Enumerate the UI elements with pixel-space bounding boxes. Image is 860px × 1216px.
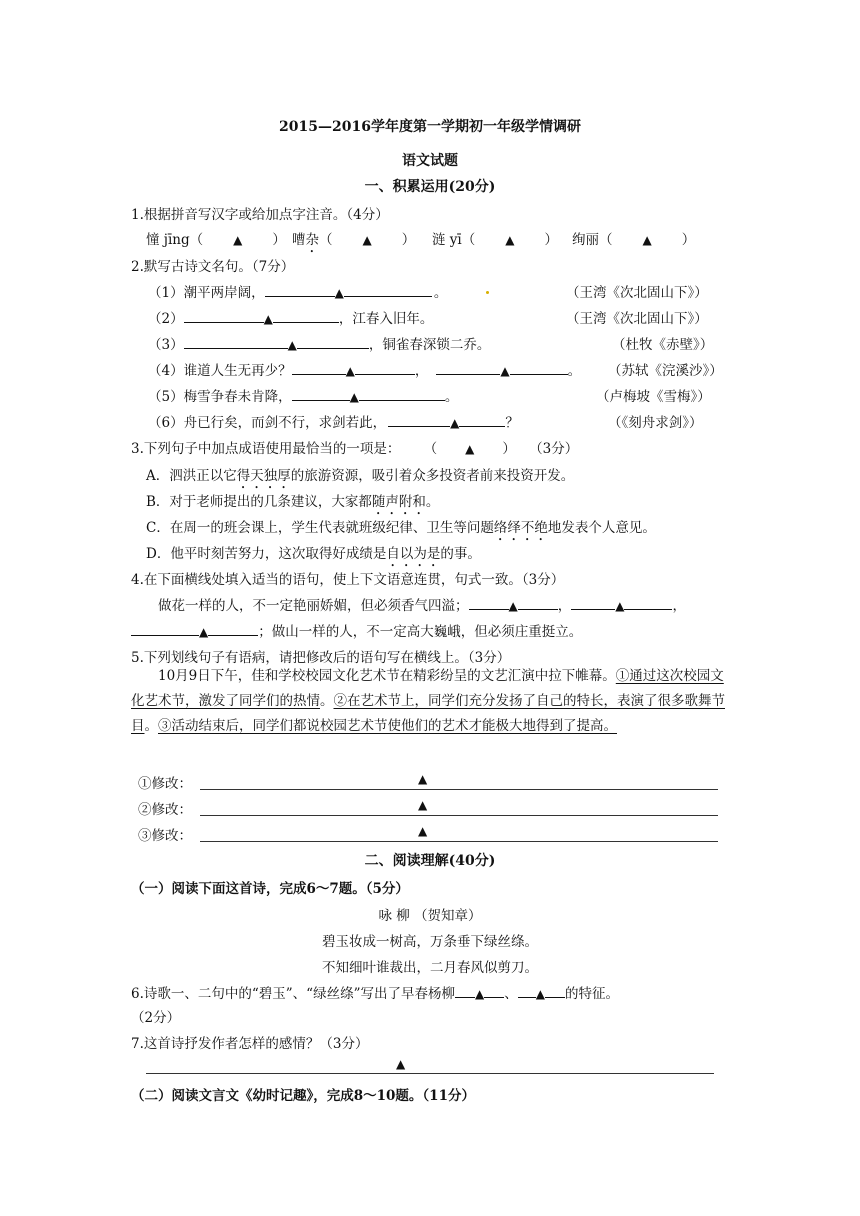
answer-blank[interactable] bbox=[359, 386, 445, 401]
answer-blank[interactable] bbox=[292, 386, 350, 401]
section1-heading: 一、积累运用(20分) bbox=[364, 179, 496, 195]
answer-marker: ▲ bbox=[475, 987, 485, 1001]
answer-marker: ▲ bbox=[263, 312, 273, 326]
q2-line-3 bbox=[148, 333, 490, 353]
q6-text: 6.诗歌一、二句中的“碧玉”、“绿丝绦”写出了早春杨柳 bbox=[131, 986, 455, 1002]
answer-blank[interactable] bbox=[624, 595, 672, 610]
poem-line-2: 不知细叶谁裁出，二月春风似剪刀。 bbox=[322, 960, 538, 976]
q6-text-end: 的特征。 bbox=[564, 986, 619, 1002]
answer-blank[interactable] bbox=[297, 334, 369, 349]
q5-period-1: 。 bbox=[320, 693, 334, 709]
q1-item-2-paren: （ bbox=[319, 232, 333, 248]
q1-item-3-pre: 涟 yī（ bbox=[432, 232, 476, 248]
answer-marker: ▲ bbox=[199, 625, 209, 639]
q2-source-3: （杜牧《赤壁》） bbox=[612, 337, 714, 353]
q3-option-d bbox=[146, 542, 481, 570]
q1-prompt: 1.根据拼音写汉字或给加点字注音。（4分） bbox=[131, 207, 389, 223]
option-c-post: 地发表个人意见。 bbox=[547, 520, 656, 536]
q3-score: （3分） bbox=[535, 441, 579, 457]
answer-marker: ▲ bbox=[615, 599, 625, 613]
answer-blank[interactable] bbox=[510, 360, 568, 375]
answer-blank[interactable] bbox=[459, 412, 505, 427]
q2-line-5 bbox=[148, 385, 458, 405]
answer-marker: ▲ bbox=[508, 599, 518, 613]
q1-item-2 bbox=[292, 228, 415, 256]
stray-dot bbox=[486, 291, 489, 294]
answer-marker: ▲ bbox=[505, 233, 515, 247]
q1-item-2-post: ） bbox=[401, 232, 416, 248]
q3-option-b bbox=[146, 490, 439, 518]
q5-passage-intro: 10月9日下午，佳和学校校园文化艺术节在精彩纷呈的文艺汇演中拉下帷幕。 bbox=[158, 668, 616, 684]
q6-line bbox=[131, 982, 619, 1002]
q3-prompt: 3.下列句子中加点成语使用最恰当的一项是： bbox=[131, 441, 401, 457]
q2-line-4-text: （4）谁道人生无再少？ bbox=[148, 363, 292, 379]
revision-line-3[interactable] bbox=[200, 841, 718, 842]
answer-marker: ▲ bbox=[334, 286, 344, 300]
q1-item-1-post: ） bbox=[272, 232, 286, 248]
q1-item-2-dotted: 杂 bbox=[305, 232, 319, 248]
answer-blank[interactable] bbox=[484, 983, 504, 998]
q2-line-1-tail: 。 bbox=[433, 285, 448, 301]
q2-line-6-tail: ？ bbox=[505, 415, 519, 431]
revision-line-1[interactable] bbox=[200, 789, 718, 790]
q3-paren-close: ） bbox=[502, 441, 516, 457]
answer-marker: ▲ bbox=[233, 233, 243, 247]
q2-line-2 bbox=[148, 307, 433, 327]
answer-blank[interactable] bbox=[455, 983, 475, 998]
q4-line-1-text: 做花一样的人，不一定艳丽娇媚，但必须香气四溢； bbox=[158, 598, 469, 614]
answer-marker: ▲ bbox=[349, 390, 359, 404]
answer-marker: ▲ bbox=[287, 338, 297, 352]
answer-blank[interactable] bbox=[131, 621, 199, 636]
answer-blank[interactable] bbox=[518, 595, 558, 610]
section2-heading: 二、阅读理解(40分) bbox=[364, 853, 496, 869]
answer-marker: ▲ bbox=[642, 233, 652, 247]
q1-item-4-post: ） bbox=[681, 232, 696, 248]
q2-line-6-text: （6）舟已行矣，而剑不行，求剑若此， bbox=[148, 415, 387, 431]
answer-blank[interactable] bbox=[545, 983, 565, 998]
q4-line-2 bbox=[131, 620, 582, 640]
q1-item-3-post: ） bbox=[544, 232, 558, 248]
option-b-idiom: 随声附和 bbox=[371, 494, 426, 510]
q2-line-3-tail: ，铜雀春深锁二乔。 bbox=[368, 337, 491, 353]
q2-line-4-mid: ， bbox=[414, 363, 429, 379]
option-a-pre: A．泗洪正以它 bbox=[146, 468, 237, 484]
q2-prompt: 2.默写古诗文名句。（7分） bbox=[131, 259, 295, 275]
answer-blank[interactable] bbox=[184, 308, 264, 323]
q2-line-6 bbox=[148, 411, 519, 431]
option-b-post: 。 bbox=[425, 494, 440, 510]
q5-period-2: 。 bbox=[144, 718, 158, 734]
option-a-post: 的旅游资源，吸引着众多投资者前来投资开发。 bbox=[290, 468, 575, 484]
option-c-pre: C．在周一的班会课上，学生代表就班级纪律、卫生等问题 bbox=[146, 520, 494, 536]
q2-line-4-tail: 。 bbox=[567, 363, 582, 379]
answer-marker: ▲ bbox=[418, 798, 428, 812]
answer-marker: ▲ bbox=[362, 233, 372, 247]
poem-line-1: 碧玉妆成一树高，万条垂下绿丝绦。 bbox=[322, 934, 538, 950]
part1-heading: （一）阅读下面这首诗，完成6～7题。（5分） bbox=[131, 881, 409, 897]
revision-label-2: ②修改： bbox=[138, 802, 192, 818]
answer-marker: ▲ bbox=[500, 364, 510, 378]
poem-title: 咏 柳 （贺知章） bbox=[378, 908, 482, 924]
exam-subtitle: 语文试题 bbox=[402, 153, 458, 169]
q5-passage bbox=[131, 664, 732, 739]
answer-marker: ▲ bbox=[418, 772, 428, 786]
q2-source-1: （王湾《次北固山下》） bbox=[566, 285, 708, 301]
answer-blank[interactable] bbox=[518, 983, 536, 998]
q5-sentence-2: ②在艺术节上，同学们充分发扬了自己的特长，表演了很多歌舞节目 bbox=[131, 693, 725, 734]
q5-prompt: 5.下列划线句子有语病，请把修改后的语句写在横线上。（3分） bbox=[131, 650, 511, 666]
answer-blank[interactable] bbox=[469, 595, 509, 610]
answer-blank[interactable] bbox=[184, 334, 288, 349]
q2-line-2-text: （2） bbox=[148, 311, 184, 327]
q6-score: （2分） bbox=[131, 1010, 181, 1026]
q2-line-1 bbox=[148, 281, 447, 301]
revision-line-2[interactable] bbox=[200, 815, 718, 816]
answer-blank[interactable] bbox=[388, 412, 450, 427]
answer-blank[interactable] bbox=[273, 308, 339, 323]
q1-item-1 bbox=[146, 228, 286, 248]
q1-item-1-pre: 憧 jīng（ bbox=[146, 232, 204, 248]
q5-sentence-1: ①通过这次校园文化艺术节，激发了同学们的热情 bbox=[131, 668, 724, 709]
q2-line-2-tail: ，江春入旧年。 bbox=[338, 311, 434, 327]
q2-source-5: （卢梅坡《雪梅》） bbox=[596, 389, 711, 405]
q2-line-4 bbox=[148, 359, 581, 379]
q3-option-c bbox=[146, 516, 656, 544]
option-d-post: 的事。 bbox=[440, 546, 481, 562]
answer-blank[interactable] bbox=[571, 595, 615, 610]
q2-line-5-text: （5）梅雪争春未肯降， bbox=[148, 389, 292, 405]
revision-label-1: ①修改： bbox=[138, 776, 192, 792]
q4-comma-2: ， bbox=[672, 598, 686, 614]
answer-blank[interactable] bbox=[355, 360, 415, 375]
part2-heading: （二）阅读文言文《幼时记趣》，完成8～10题。（11分） bbox=[131, 1088, 475, 1104]
answer-blank[interactable] bbox=[208, 621, 258, 636]
option-d-pre: D．他平时刻苦努力，这次取得好成绩是 bbox=[146, 546, 387, 562]
q3-paren-open: （ bbox=[430, 441, 438, 457]
q7-prompt: 7.这首诗抒发作者怎样的感情？（3分） bbox=[131, 1036, 369, 1052]
option-d-idiom: 自以为是 bbox=[386, 546, 441, 562]
answer-marker: ▲ bbox=[418, 824, 428, 838]
q1-item-4-pre: 绚丽（ bbox=[572, 232, 613, 248]
q2-line-3-text: （3） bbox=[148, 337, 184, 353]
q1-item-2-pre: 嘈 bbox=[292, 232, 306, 248]
q6-separator: 、 bbox=[504, 986, 518, 1002]
answer-marker: ▲ bbox=[450, 416, 460, 430]
answer-marker: ▲ bbox=[396, 1057, 406, 1071]
q2-source-6: （《刻舟求剑》） bbox=[608, 415, 703, 431]
q1-item-3 bbox=[432, 228, 558, 248]
q1-item-4 bbox=[572, 228, 695, 248]
q4-line-2-text: ；做山一样的人，不一定高大巍峨，但必须庄重挺立。 bbox=[258, 624, 583, 640]
answer-marker: ▲ bbox=[345, 364, 355, 378]
q7-answer-line[interactable] bbox=[146, 1073, 714, 1074]
q2-source-2: （王湾《次北固山下》） bbox=[566, 311, 708, 327]
answer-blank[interactable] bbox=[436, 360, 500, 375]
option-a-idiom: 得天独厚 bbox=[236, 468, 291, 484]
answer-blank[interactable] bbox=[265, 282, 335, 297]
q2-line-1-text: （1）潮平两岸阔， bbox=[148, 285, 265, 301]
q4-prompt: 4.在下面横线处填入适当的语句，使上下文语意连贯，句式一致。（3分） bbox=[131, 572, 565, 588]
q4-line-1 bbox=[158, 594, 686, 614]
option-c-idiom: 络绎不绝 bbox=[493, 520, 548, 536]
answer-marker: ▲ bbox=[465, 442, 475, 456]
q5-sentence-3: ③活动结束后，同学们都说校园艺术节使他们的艺术才能极大地得到了提高。 bbox=[158, 718, 617, 734]
answer-marker: ▲ bbox=[535, 987, 545, 1001]
option-b-pre: B．对于老师提出的几条建议，大家都 bbox=[146, 494, 372, 510]
q3-prompt-line bbox=[131, 437, 578, 457]
answer-blank[interactable] bbox=[292, 360, 346, 375]
revision-label-3: ③修改： bbox=[138, 828, 192, 844]
q4-comma: ， bbox=[557, 598, 572, 614]
q2-source-4: （苏轼《浣溪沙》） bbox=[608, 363, 723, 379]
exam-title: 2015—2016学年度第一学期初一年级学情调研 bbox=[279, 119, 581, 135]
q2-line-5-tail: 。 bbox=[444, 389, 459, 405]
answer-blank[interactable] bbox=[344, 282, 432, 297]
q3-option-a bbox=[146, 464, 574, 492]
